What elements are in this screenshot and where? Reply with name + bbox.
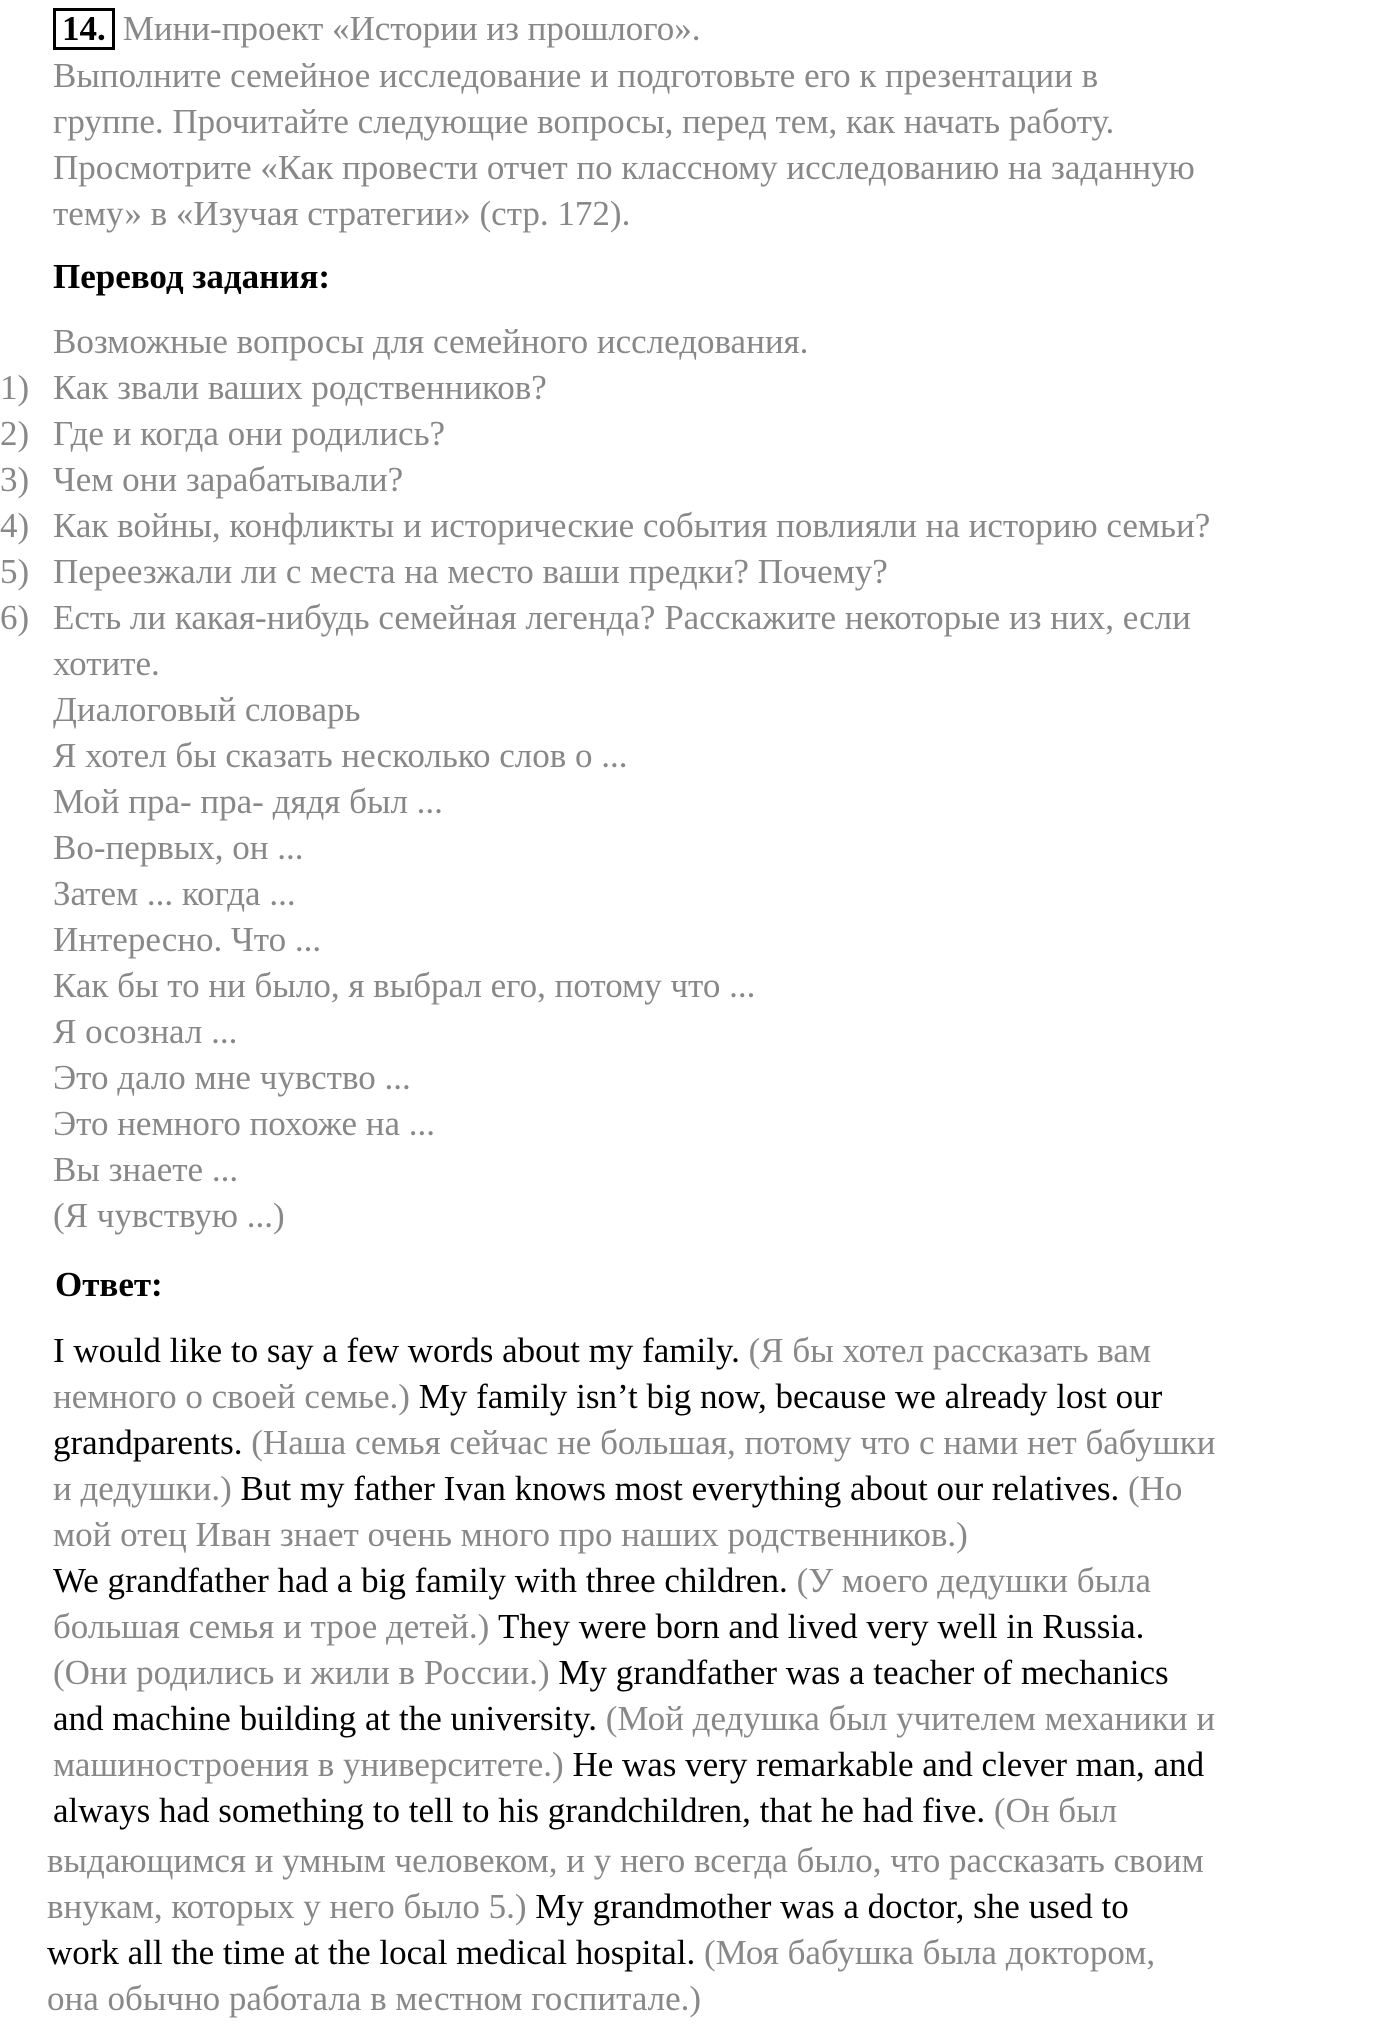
answer-russian-translation: (Я бы хотел рассказать вам	[748, 1331, 1152, 1370]
answer-line	[53, 1650, 1169, 1696]
answer-line	[53, 1604, 1144, 1650]
question-number: 4)	[0, 506, 30, 545]
question-text: Есть ли какая-нибудь семейная легенда? Расскажите некоторые из них, если	[53, 598, 1191, 637]
task-line: Выполните семейное исследование и подготовьте его к презентации в	[53, 56, 1099, 95]
answer-russian-translation: (У моего дедушки была	[796, 1561, 1152, 1600]
question-number: 3)	[0, 460, 30, 499]
answer-english-text: He was very remarkable and clever man, and	[572, 1745, 1205, 1784]
task-line: группе. Прочитайте следующие вопросы, перед тем, как начать работу.	[53, 102, 1115, 141]
answer-line	[53, 1696, 1215, 1742]
answer-line	[53, 1420, 1215, 1466]
vocab-line: Затем ... когда ...	[53, 874, 296, 913]
answer-line	[47, 1976, 701, 2022]
questions-intro: Возможные вопросы для семейного исследования.	[53, 322, 809, 361]
answer-line	[47, 1884, 1129, 1930]
answer-russian-translation: выдающимся и умным человеком, и у него всегда было, что рассказать своим	[47, 1841, 1204, 1880]
answer-english-text: I would like to say a few words about my family.	[53, 1331, 749, 1370]
vocab-line: Я осознал ...	[53, 1012, 238, 1051]
task-number-badge: 14.	[53, 8, 115, 50]
vocab-line: Во-первых, он ...	[53, 828, 304, 867]
answer-russian-translation: внукам, которых у него было 5.)	[47, 1887, 536, 1926]
answer-russian-translation: (Но	[1127, 1469, 1183, 1508]
vocab-line: Это немного похоже на ...	[53, 1104, 435, 1143]
answer-english-text: But my father Ivan knows most everything about our relatives.	[240, 1469, 1128, 1508]
question-text: Переезжали ли с места на место ваши предки? Почему?	[53, 552, 888, 591]
answer-russian-translation: она обычно работала в местном госпитале.)	[47, 1979, 702, 2018]
answer-english-text: and machine building at the university.	[53, 1699, 606, 1738]
question-number: 2)	[0, 414, 30, 453]
question-text-continued: хотите.	[53, 644, 160, 683]
answer-english-text: My grandmother was a doctor, she used to	[535, 1887, 1129, 1926]
answer-heading: Ответ:	[55, 1265, 163, 1304]
vocab-heading: Диалоговый словарь	[53, 690, 361, 729]
answer-russian-translation: (Они родились и жили в России.)	[53, 1653, 559, 1692]
task-title: Мини-проект «Истории из прошлого».	[122, 9, 701, 48]
task-line: тему» в «Изучая стратегии» (стр. 172).	[53, 194, 631, 233]
task-line: Просмотрите «Как провести отчет по классному исследованию на заданную	[53, 148, 1195, 187]
translation-heading: Перевод задания:	[53, 257, 331, 296]
answer-line	[53, 1466, 1182, 1512]
question-text: Где и когда они родились?	[53, 414, 446, 453]
vocab-line: Это дало мне чувство ...	[53, 1058, 411, 1097]
question-text: Как звали ваших родственников?	[53, 368, 547, 407]
answer-english-text: My family isn’t big now, because we already lost our	[418, 1377, 1163, 1416]
answer-line	[53, 1512, 968, 1558]
task-title-line	[53, 6, 701, 52]
answer-russian-translation: (Мой дедушка был учителем механики и	[605, 1699, 1216, 1738]
answer-russian-translation: (Он был	[993, 1791, 1118, 1830]
answer-english-text: always had something to tell to his grandchildren, that he had five.	[53, 1791, 994, 1830]
question-text: Как войны, конфликты и исторические события повлияли на историю семьи?	[53, 506, 1211, 545]
answer-russian-translation: и дедушки.)	[53, 1469, 241, 1508]
vocab-line: (Я чувствую ...)	[53, 1196, 285, 1235]
vocab-line: Вы знаете ...	[53, 1150, 239, 1189]
vocab-line: Мой пра- пра- дядя был ...	[53, 782, 443, 821]
answer-line	[53, 1374, 1162, 1420]
vocab-line: Интересно. Что ...	[53, 920, 322, 959]
answer-russian-translation: мой отец Иван знает очень много про наших родственников.)	[53, 1515, 968, 1554]
answer-english-text: grandparents.	[53, 1423, 252, 1462]
answer-line	[53, 1558, 1151, 1604]
question-number: 5)	[0, 552, 30, 591]
answer-russian-translation: (Наша семья сейчас не большая, потому что с нами нет бабушки	[251, 1423, 1216, 1462]
answer-line	[53, 1788, 1117, 1834]
answer-english-text: They were born and lived very well in Russia.	[498, 1607, 1145, 1646]
answer-line	[53, 1742, 1204, 1788]
answer-english-text: work all the time at the local medical hospital.	[47, 1933, 705, 1972]
answer-line	[53, 1328, 1151, 1374]
vocab-line: Как бы то ни было, я выбрал его, потому что ...	[53, 966, 756, 1005]
answer-russian-translation: немного о своей семье.)	[53, 1377, 419, 1416]
answer-line	[47, 1930, 1155, 1976]
answer-russian-translation: большая семья и трое детей.)	[53, 1607, 499, 1646]
question-number: 1)	[0, 368, 30, 407]
answer-english-text: We grandfather had a big family with three children.	[53, 1561, 797, 1600]
question-number: 6)	[0, 598, 30, 637]
answer-line	[47, 1838, 1204, 1884]
answer-english-text: My grandfather was a teacher of mechanics	[558, 1653, 1169, 1692]
answer-russian-translation: (Моя бабушка была доктором,	[704, 1933, 1156, 1972]
answer-russian-translation: машиностроения в университете.)	[53, 1745, 573, 1784]
question-text: Чем они зарабатывали?	[53, 460, 404, 499]
vocab-line: Я хотел бы сказать несколько слов о ...	[53, 736, 628, 775]
